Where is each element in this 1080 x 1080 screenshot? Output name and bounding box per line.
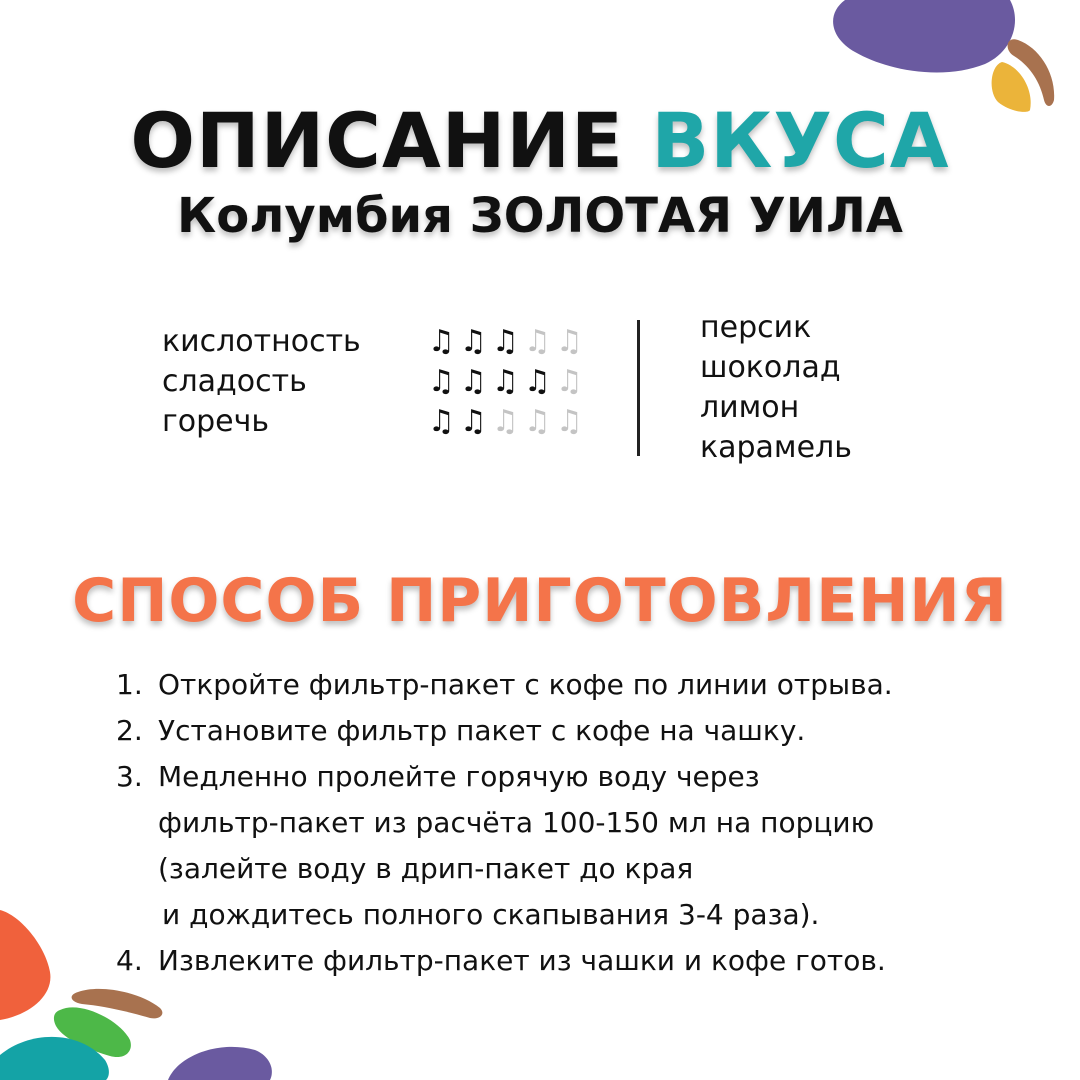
brown-bean-bottom-shape: [72, 989, 163, 1019]
music-note-icon: ♫: [428, 404, 455, 439]
purple-blob-shape: [833, 0, 1015, 73]
vertical-divider: [637, 320, 640, 456]
music-note-icon: ♫: [556, 364, 583, 399]
taste-row: [162, 402, 582, 442]
music-note-icon: ♫: [524, 324, 551, 359]
flavor-item: персик: [700, 310, 812, 345]
step-line: [116, 754, 1046, 800]
step-number: 4.: [116, 944, 143, 977]
title-part-1: ОПИСАНИЕ: [130, 96, 624, 185]
step-number: 3.: [116, 760, 143, 793]
method-title: СПОСОБ ПРИГОТОВЛЕНИЯ: [72, 566, 1008, 636]
step-line: [116, 892, 1046, 938]
flavor-item: лимон: [700, 390, 800, 425]
step-number: 2.: [116, 714, 143, 747]
step-line: [116, 800, 1046, 846]
flavor-notes-list: [700, 308, 852, 468]
music-note-icon: ♫: [492, 404, 519, 439]
flavor-item: шоколад: [700, 350, 841, 385]
step-text: (залейте воду в дрип-пакет до края: [158, 852, 694, 885]
rating-notes: [428, 402, 582, 442]
step-text: Откройте фильтр-пакет с кофе по линии отрыва.: [158, 668, 893, 701]
teal-blob-shape: [0, 1037, 109, 1080]
step-line: [116, 846, 1046, 892]
music-note-icon: ♫: [556, 404, 583, 439]
green-blob-shape: [54, 1007, 131, 1057]
music-note-icon: ♫: [492, 364, 519, 399]
rating-notes: [428, 362, 582, 402]
page-subtitle: Колумбия ЗОЛОТАЯ УИЛА: [177, 188, 903, 244]
step-line: [116, 938, 1046, 984]
step-line: [116, 708, 1046, 754]
step-text: и дождитесь полного скапывания 3-4 раза).: [162, 898, 820, 931]
music-note-icon: ♫: [428, 364, 455, 399]
music-note-icon: ♫: [492, 324, 519, 359]
music-note-icon: ♫: [428, 324, 455, 359]
taste-label: горечь: [162, 404, 270, 439]
orange-blob-shape: [0, 910, 50, 1020]
taste-row: [162, 362, 582, 402]
music-note-icon: ♫: [524, 404, 551, 439]
taste-row: [162, 322, 582, 362]
taste-profile: [162, 322, 582, 442]
page-title: [0, 96, 1080, 185]
music-note-icon: ♫: [524, 364, 551, 399]
taste-label: сладость: [162, 364, 307, 399]
title-part-2: ВКУСА: [651, 96, 950, 185]
step-text: Установите фильтр пакет с кофе на чашку.: [158, 714, 806, 747]
rating-notes: [428, 322, 582, 362]
music-note-icon: ♫: [460, 364, 487, 399]
step-line: [116, 662, 1046, 708]
taste-label: кислотность: [162, 324, 361, 359]
flavor-item: карамель: [700, 430, 852, 465]
step-text: фильтр-пакет из расчёта 100-150 мл на порцию: [158, 806, 875, 839]
music-note-icon: ♫: [556, 324, 583, 359]
music-note-icon: ♫: [460, 404, 487, 439]
step-number: 1.: [116, 668, 143, 701]
music-note-icon: ♫: [460, 324, 487, 359]
step-text: Медленно пролейте горячую воду через: [158, 760, 760, 793]
method-steps: [116, 662, 1046, 984]
purple-blob-bottom-shape: [168, 1047, 272, 1080]
step-text: Извлеките фильтр-пакет из чашки и кофе готов.: [158, 944, 886, 977]
